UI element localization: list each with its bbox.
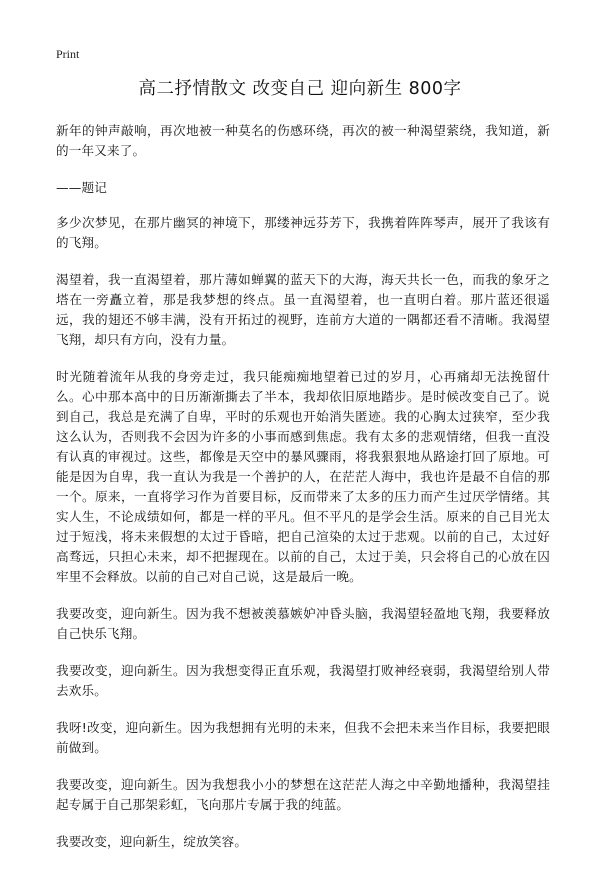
paragraph-change-3: 我呀!改变，迎向新生。因为我想拥有光明的未来，但我不会把未来当作目标，我要把眼前做到。 [56,720,550,755]
paragraph-longing: 渴望着，我一直渴望着，那片薄如蝉翼的蓝天下的大海，海天共长一色，而我的象牙之塔在一旁矗立着，那是我梦想的终点。虽一直渴望着，也一直明白着。那片蓝还很遥远，我的翅还不够丰满，没有开拓过的视野，连前方大道的一隅都还看不清晰。我渴望飞翔，却只有方向，没有力量。 [56,272,550,347]
paragraph-dream: 多少次梦见，在那片幽冥的神境下，那缕神远芬芳下，我携着阵阵琴声，展开了我该有的飞翔。 [56,215,550,250]
paragraph-reflection: 时光随着流年从我的身旁走过，我只能痴痴地望着已过的岁月，心再痛却无法挽留什么。心中那本高中的日历渐渐撕去了半本，我却依旧原地踏步。是时候改变自己了。说到自己，我总是充满了自卑，平时的乐观也开始消失匿迹。我的心胸太过狭窄，至少我这么认为，否则我不会因为许多的小事而感到焦虑。我有太多的悲观情绪，但我一直没有认真的审视过。这些，都像是天空中的暴风骤雨，将我狠狠地从路途打回了原地。可能是因为自卑，我一直认为我是一个善护的人，在茫茫人海中，我也许是最不自信的那一个。原来，一直将学习作为首要目标，反而带来了太多的压力而产生过厌学情绪。其实人生，不论成绩如何，都是一样的平凡。但不平凡的是学会生活。原来的自己目光太过于短浅，将未来假想的太过于昏暗，把自己渲染的太过于悲观。以前的自己，太过好高骛远，只担心未来，却不把握现在。以前的自己，太过于美，只会将自己的心放在囚牢里不会释放。以前的自己对自己说，这是最后一晚。 [56,369,550,584]
paragraph-intro: 新年的钟声敲响，再次地被一种莫名的伤感环绕，再次的被一种渴望萦绕，我知道，新的一年又来了。 [56,123,550,158]
paragraph-change-4: 我要改变，迎向新生。因为我想我小小的梦想在这茫茫人海之中辛勤地播种，我渴望挂起专属于自己那架彩虹，飞向那片专属于我的纯蓝。 [56,777,550,812]
article-body [56,121,550,869]
article-title: 高二抒情散文 改变自己 迎向新生 800字 [138,79,462,99]
print-link[interactable]: Print [56,47,80,61]
paragraph-epigraph-signature: ——题记 [56,180,107,195]
paragraph-closing: 我要改变，迎向新生，绽放笑容。 [56,834,248,849]
paragraph-change-1: 我要改变，迎向新生。因为我不想被羡慕嫉妒冲昏头脑，我渴望轻盈地飞翔，我要释放自己快乐飞翔。 [56,606,550,641]
paragraph-change-2: 我要改变，迎向新生。因为我想变得正直乐观，我渴望打败神经衰弱，我渴望给别人带去欢乐。 [56,663,550,698]
